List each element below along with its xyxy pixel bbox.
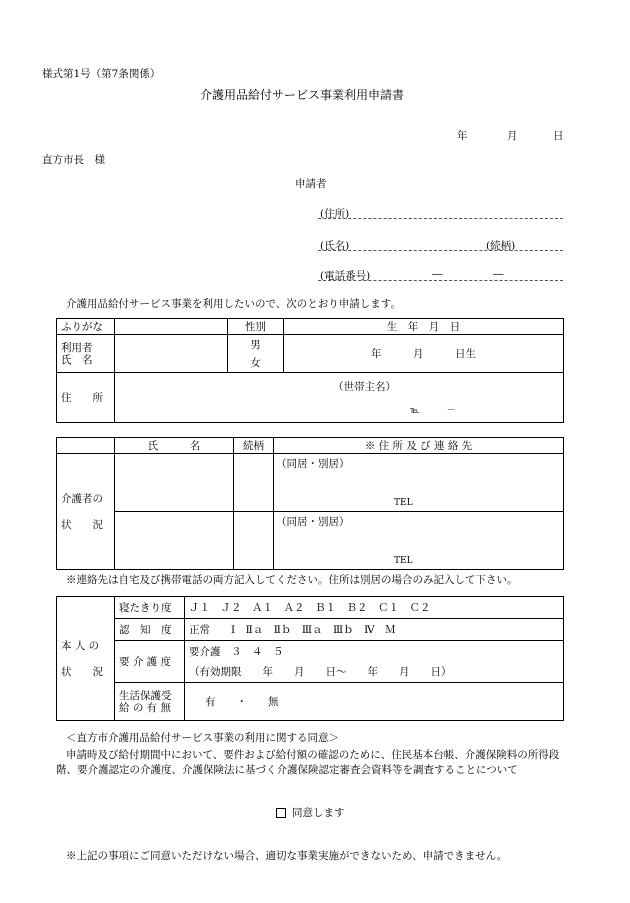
applicant-heading: 申請者 <box>295 178 327 190</box>
status-table <box>56 596 564 721</box>
furigana-field[interactable] <box>115 319 228 335</box>
applicant-relation-label: (続柄) <box>486 240 516 252</box>
intro-text: 介護用品給付サービス事業を利用したいので、次のとおり申請します。 <box>66 298 401 310</box>
phone-separator: ― <box>432 268 443 280</box>
user-name-label-line1: 利用者 <box>61 341 93 354</box>
caregiver1-contact-field[interactable] <box>274 454 564 512</box>
caregiver-contact-header: ※ 住 所 及 び 連 絡 先 <box>274 438 564 454</box>
date-month: 月 <box>507 130 518 142</box>
caregiver1-cohabit: （同居・別居） <box>276 458 350 470</box>
dementia-label: 認 知 度 <box>115 619 185 641</box>
dementia-values[interactable]: 正常 Ⅰ Ⅱａ Ⅱｂ Ⅲａ Ⅲｂ Ⅳ Ｍ <box>185 619 564 641</box>
applicant-name-label: (氏名) <box>320 240 350 252</box>
caregiver2-tel: TEL <box>394 556 413 566</box>
applicant-name-line[interactable] <box>318 250 563 251</box>
caregiver-row-label-line2: 状 況 <box>61 518 103 531</box>
furigana-label: ふりがな <box>57 319 115 335</box>
applicant-phone-line[interactable] <box>318 280 563 281</box>
status-row-label-line1: 本 人 の <box>61 639 100 652</box>
user-name-label-line2: 氏 名 <box>61 353 93 366</box>
caregiver-table <box>56 437 564 570</box>
address-field[interactable] <box>115 373 564 423</box>
bedridden-label: 寝たきり度 <box>115 597 185 619</box>
addressee: 直方市長 様 <box>42 154 105 166</box>
caregiver-row-label-line1: 介護者の <box>61 492 103 505</box>
phone-separator: ― <box>493 268 504 280</box>
user-name-label <box>57 335 115 373</box>
welfare-label-line2: 給 の 有 無 <box>119 701 172 714</box>
caregiver1-tel: TEL <box>394 498 413 508</box>
caregiver1-name-field[interactable] <box>115 454 234 512</box>
caregiver-relation-header: 続柄 <box>234 438 274 454</box>
date-day: 日 <box>553 130 564 142</box>
bedridden-values[interactable]: Ｊ１ Ｊ２ Ａ１ Ａ２ Ｂ１ Ｂ２ Ｃ１ Ｃ２ <box>185 597 564 619</box>
user-tel-label: ℡ － <box>410 406 456 416</box>
caregiver1-relation-field[interactable] <box>234 454 274 512</box>
care-level-validity[interactable]: （有効期限 年 月 日～ 年 月 日） <box>189 665 452 678</box>
consent-heading: ＜直方市介護用品給付サービス事業の利用に関する同意＞ <box>66 732 339 744</box>
form-title: 介護用品給付サービス事業利用申請書 <box>200 88 405 102</box>
gender-field[interactable] <box>228 335 284 373</box>
welfare-values[interactable]: 有 ・ 無 <box>185 683 564 721</box>
welfare-label <box>115 683 185 721</box>
gender-label: 性別 <box>228 319 284 335</box>
gender-female[interactable]: 女 <box>250 356 261 369</box>
form-number: 様式第1号（第7条関係） <box>42 68 161 80</box>
household-head-label: （世帯主名） <box>333 381 396 393</box>
consent-agree[interactable] <box>276 805 345 820</box>
care-level-field[interactable] <box>185 641 564 683</box>
agree-checkbox[interactable] <box>276 808 286 818</box>
caregiver2-cohabit: （同居・別居） <box>276 516 350 528</box>
consent-body: 申請時及び給付期間中において、要件および給付額の確認のために、住民基本台帳、介護保険料の所得段階、要介護認定の介護度、介護保険法に基づく介護保険認定審査会資料等を調査することについて <box>56 749 560 776</box>
caregiver-note: ※連絡先は自宅及び携帯電話の両方記入してください。住所は別居の場合のみ記入して下さい。 <box>66 574 518 586</box>
care-level-values[interactable]: 要介護 ３ ４ ５ <box>189 645 284 658</box>
welfare-label-line1: 生活保護受 <box>119 689 172 702</box>
gender-male[interactable]: 男 <box>250 338 261 351</box>
caregiver2-name-field[interactable] <box>115 512 234 570</box>
address-label: 住 所 <box>57 373 115 423</box>
caregiver-name-header: 氏 名 <box>115 438 234 454</box>
applicant-phone-label: (電話番号) <box>320 270 371 282</box>
status-row-label-line2: 状 況 <box>61 665 103 678</box>
agree-label: 同意します <box>292 807 345 819</box>
birth-header: 生 年 月 日 <box>284 319 564 335</box>
caregiver2-relation-field[interactable] <box>234 512 274 570</box>
applicant-address-line[interactable] <box>318 218 563 219</box>
applicant-address-label: (住所) <box>320 208 350 220</box>
consent-note: ※上記の事項にご同意いただけない場合、適切な事業実施ができないため、申請できません。 <box>66 850 508 862</box>
status-row-label <box>57 597 115 721</box>
user-table <box>56 318 564 423</box>
caregiver2-contact-field[interactable] <box>274 512 564 570</box>
care-level-label: 要 介 護 度 <box>115 641 185 683</box>
user-name-field[interactable] <box>115 335 228 373</box>
caregiver-row-label <box>57 454 115 570</box>
birth-field[interactable]: 年 月 日生 <box>284 335 564 373</box>
date-year: 年 <box>457 130 468 142</box>
